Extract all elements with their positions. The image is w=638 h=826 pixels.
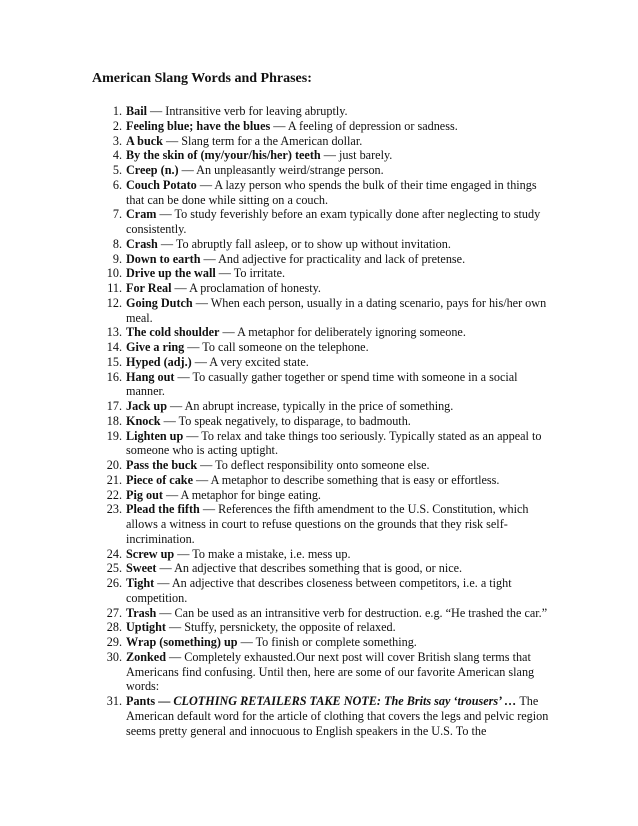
slang-term: Cram (126, 207, 157, 222)
item-number: 1. (112, 104, 122, 118)
term-definition: — Can be used as an intransitive verb for destruction. e.g. “He trashed the car.” (156, 605, 548, 620)
list-item (0, 178, 638, 208)
item-number: 7. (112, 207, 122, 222)
term-definition: — To abruptly fall asleep, or to show up without invitation. (157, 236, 451, 251)
slang-term: The cold shoulder (126, 325, 220, 340)
slang-term-list (0, 104, 638, 738)
list-item (0, 207, 638, 237)
term-definition: — An unpleasantly weird/strange person. (178, 163, 384, 177)
slang-term: Give a ring (126, 340, 185, 354)
item-number: 23. (106, 502, 122, 517)
slang-term: Zonked (126, 649, 166, 664)
term-definition: — References the fifth amendment to the U.S. Constitution, which allows a witness in court to refuse questions on the grounds that they risk self-incrimination. (126, 502, 529, 546)
list-item (0, 606, 638, 621)
slang-term: Tight (126, 576, 155, 590)
slang-term: Piece of cake (126, 472, 193, 487)
emphasis-text: CLOTHING RETAILERS TAKE NOTE: The Brits say ‘trousers’ … (173, 694, 517, 708)
term-definition: — A lazy person who spends the bulk of their time engaged in things that can be done while sitting on a couch. (126, 177, 537, 207)
item-number: 9. (112, 251, 122, 266)
slang-term: Knock (126, 413, 161, 428)
list-item (0, 694, 638, 738)
slang-term: Trash (126, 605, 157, 620)
item-number: 5. (112, 163, 122, 177)
list-item (0, 502, 638, 546)
term-definition: — A metaphor for deliberately ignoring someone. (219, 325, 466, 340)
item-number: 12. (106, 295, 122, 310)
item-number: 22. (106, 487, 122, 502)
term-definition: — A proclamation of honesty. (171, 281, 321, 295)
item-number: 14. (106, 340, 122, 354)
item-number: 8. (112, 236, 122, 251)
slang-term: Jack up (126, 399, 167, 413)
slang-term: Wrap (something) up (126, 635, 238, 649)
item-number: 15. (106, 354, 122, 369)
item-number: 21. (106, 472, 122, 487)
list-item (0, 296, 638, 326)
item-number: 13. (106, 325, 122, 340)
term-definition: — To irritate. (215, 266, 286, 281)
term-definition: — just barely. (320, 148, 393, 163)
list-item (0, 635, 638, 650)
term-definition: — To study feverishly before an exam typically done after neglecting to study consistently. (126, 207, 541, 236)
item-number: 20. (106, 458, 122, 472)
item-number: 2. (112, 118, 122, 133)
list-item (0, 561, 638, 576)
list-item (0, 620, 638, 635)
slang-term: Drive up the wall (126, 266, 216, 281)
list-item (0, 355, 638, 370)
slang-term: Couch Potato (126, 177, 197, 192)
item-number: 17. (106, 399, 122, 413)
term-definition: — To make a mistake, i.e. mess up. (174, 546, 351, 561)
slang-term: Plead the fifth (126, 502, 200, 517)
slang-term: Uptight (126, 620, 166, 635)
item-number: 4. (112, 148, 122, 163)
item-number: 19. (106, 428, 122, 443)
item-number: 29. (106, 635, 122, 649)
list-item (0, 281, 638, 296)
term-definition: — A metaphor to describe something that is easy or effortless. (193, 472, 500, 487)
document-title: American Slang Words and Phrases: (92, 71, 312, 86)
list-item (0, 458, 638, 473)
slang-term: Bail (126, 104, 147, 118)
item-number: 31. (106, 694, 122, 708)
slang-term: Hyped (adj.) (126, 354, 192, 369)
slang-term: For Real (126, 281, 172, 295)
list-item (0, 429, 638, 459)
term-definition: — Stuffy, persnickety, the opposite of relaxed. (165, 620, 396, 635)
term-definition: — An adjective that describes something that is good, or nice. (156, 561, 463, 576)
slang-term: Creep (n.) (126, 163, 179, 177)
list-item (0, 237, 638, 252)
term-definition: — To finish or complete something. (237, 635, 417, 649)
list-item (0, 104, 638, 119)
term-definition: — A feeling of depression or sadness. (270, 118, 458, 133)
term-definition: — To deflect responsibility onto someone else. (197, 458, 430, 472)
slang-term: Pants — (126, 694, 174, 708)
list-item (0, 148, 638, 163)
term-definition: — To relax and take things too seriously. Typically stated as an appeal to someone who is acting uptight. (126, 428, 542, 458)
term-definition: The American default word for the article of clothing that covers the legs and pelvic region seems pretty general and innocuous to English speakers in the U.S. To the (126, 694, 549, 738)
item-number: 26. (106, 576, 122, 590)
list-item (0, 576, 638, 606)
slang-term: Going Dutch (126, 295, 193, 310)
term-definition: — And adjective for practicality and lack of pretense. (200, 251, 466, 266)
slang-term: Crash (126, 236, 158, 251)
list-item (0, 266, 638, 281)
slang-term: A buck (126, 133, 163, 148)
term-definition: — To call someone on the telephone. (184, 340, 369, 354)
list-item (0, 325, 638, 340)
item-number: 18. (106, 413, 122, 428)
item-number: 10. (106, 266, 122, 281)
slang-term: Pig out (126, 487, 163, 502)
list-item (0, 547, 638, 562)
slang-term: Hang out (126, 369, 175, 384)
slang-term: Pass the buck (126, 458, 198, 472)
item-number: 27. (106, 605, 122, 620)
term-definition: — To casually gather together or spend time with someone in a social manner. (126, 369, 518, 399)
list-item (0, 399, 638, 414)
item-number: 24. (106, 546, 122, 561)
item-number: 3. (112, 133, 122, 148)
item-number: 16. (106, 369, 122, 384)
list-item (0, 163, 638, 178)
list-item (0, 650, 638, 694)
slang-term: Down to earth (126, 251, 201, 266)
item-number: 25. (106, 561, 122, 576)
slang-term: Screw up (126, 546, 175, 561)
list-item (0, 119, 638, 134)
term-definition: — Intransitive verb for leaving abruptly. (147, 104, 348, 118)
list-item (0, 414, 638, 429)
term-definition: — To speak negatively, to disparage, to badmouth. (160, 413, 411, 428)
slang-term: By the skin of (my/your/his/her) teeth (126, 148, 321, 163)
list-item (0, 340, 638, 355)
term-definition: — An abrupt increase, typically in the price of something. (166, 399, 454, 413)
slang-term: Lighten up (126, 428, 184, 443)
item-number: 28. (106, 620, 122, 635)
slang-term: Sweet (126, 561, 157, 576)
list-item (0, 473, 638, 488)
term-definition: — A very excited state. (191, 354, 309, 369)
list-item (0, 134, 638, 149)
item-number: 30. (106, 649, 122, 664)
term-definition: — Completely exhausted.Our next post will cover British slang terms that Americans find confusing. Until then, here are some of our favorite American slang words: (126, 649, 535, 694)
list-item (0, 370, 638, 400)
term-definition: — When each person, usually in a dating scenario, pays for his/her own meal. (126, 295, 547, 325)
term-definition: — A metaphor for binge eating. (162, 487, 321, 502)
term-definition: — An adjective that describes closeness between competitors, i.e. a tight competition. (126, 576, 512, 605)
list-item (0, 488, 638, 503)
term-definition: — Slang term for a the American dollar. (162, 133, 363, 148)
item-number: 11. (107, 281, 122, 295)
list-item (0, 252, 638, 267)
item-number: 6. (112, 177, 122, 192)
slang-term: Feeling blue; have the blues (126, 118, 271, 133)
